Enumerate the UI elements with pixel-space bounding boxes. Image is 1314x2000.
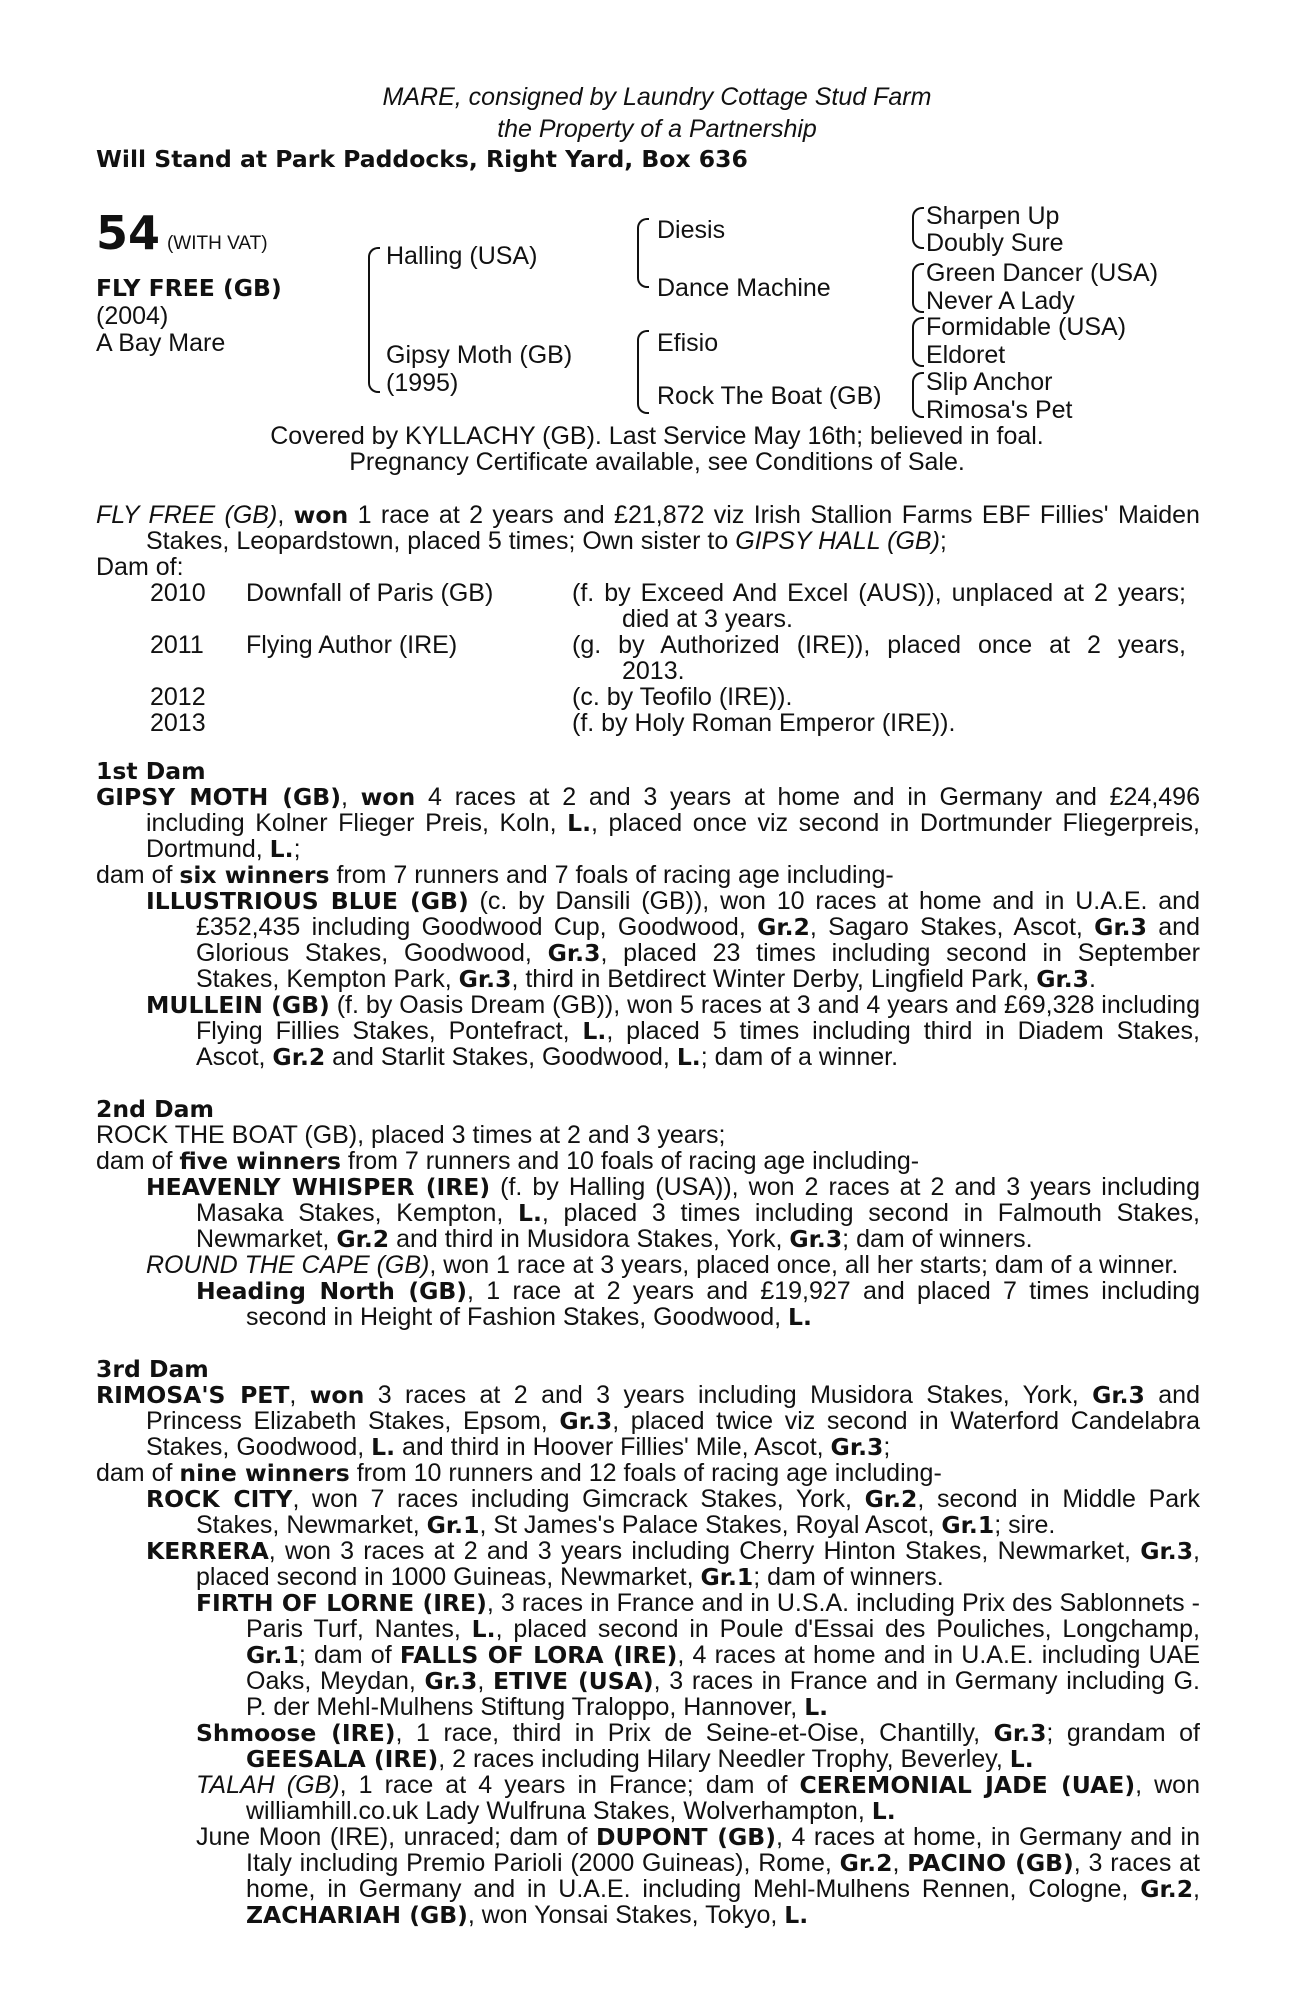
pedigree-bracket-4 xyxy=(912,372,924,418)
hw-t3: and third in Musidora Stakes, York, xyxy=(389,1225,790,1253)
fl-t3: ; dam of xyxy=(298,1641,400,1669)
fl-l2: L. xyxy=(804,1693,829,1721)
td-t4: and third in Hoover Fillies' Mile, Ascot, xyxy=(395,1433,831,1461)
jm-t5: , won Yonsai Stakes, Tokyo, xyxy=(467,1901,785,1929)
td-l1: L. xyxy=(371,1433,396,1461)
rc-t4: ; sire. xyxy=(994,1511,1056,1539)
second-dam-heading: 2nd Dam xyxy=(96,1095,214,1123)
hw-t4: ; dam of winners. xyxy=(842,1225,1033,1253)
pedigree-dsd: Eldoret xyxy=(926,341,1006,369)
shmoose-name: Shmoose (IRE) xyxy=(196,1719,396,1747)
mu-t4: ; dam of a winner. xyxy=(700,1043,899,1071)
produce-detail-2: (c. by Teofilo (IRE)). xyxy=(572,683,793,711)
rc-t2: , second in Middle Park Stakes, Newmarket, xyxy=(196,1485,1200,1539)
first-dam-t1: 4 races at 2 and 3 years at home and in Germany and £24,496 including Kolner Flieger Preis, Koln, xyxy=(146,783,1200,837)
pedigree-sds: Green Dancer (USA) xyxy=(926,259,1159,287)
produce-year-3: 2013 xyxy=(150,709,206,737)
td-t3: , placed twice viz second in Waterford Candelabra Stakes, Goodwood, xyxy=(146,1407,1200,1461)
hw-g1: Gr.2 xyxy=(336,1225,390,1253)
ib-g4: Gr.3 xyxy=(458,965,512,993)
property-line: the Property of a Partnership xyxy=(497,115,817,143)
lot-number: 54 xyxy=(96,206,161,260)
sh-t1: , 1 race, third in Prix de Seine-et-Oise, Chantilly, xyxy=(395,1719,994,1747)
fl-t5: , xyxy=(477,1667,493,1695)
td-g3: Gr.3 xyxy=(830,1433,884,1461)
round-the-cape-name: ROUND THE CAPE (GB) xyxy=(146,1251,430,1279)
produce-year-1: 2011 xyxy=(150,631,204,659)
rock-city-record xyxy=(96,1486,1200,1538)
jm-t1: , 4 races at home, in Germany and in Italy including Premio Parioli (2000 Guineas), Rome, xyxy=(246,1823,1201,1877)
pedigree-sire-dam: Dance Machine xyxy=(657,274,831,302)
location-line: Will Stand at Park Paddocks, Right Yard, Box 636 xyxy=(96,145,748,173)
ib-t2: , Sagaro Stakes, Ascot, xyxy=(809,913,1095,941)
heading-north-name: Heading North (GB) xyxy=(196,1277,468,1305)
tds-t2: from 10 runners and 12 foals of racing age including- xyxy=(349,1459,942,1487)
pedigree-dam: Gipsy Moth (GB) xyxy=(386,341,573,369)
produce-detail2-1: 2013. xyxy=(622,657,685,685)
produce-detail-1: (g. by Authorized (IRE)), placed once at 2 years, xyxy=(572,631,1186,659)
mu-g1: Gr.2 xyxy=(272,1043,326,1071)
td-g2: Gr.3 xyxy=(559,1407,613,1435)
ke-g1: Gr.3 xyxy=(1140,1537,1194,1565)
second-dam-summary xyxy=(96,1148,1200,1174)
jm-g1: Gr.2 xyxy=(839,1849,893,1877)
produce-year-0: 2010 xyxy=(150,579,206,607)
hw-t2: , placed 3 times including second in Falmouth Stakes, Newmarket, xyxy=(196,1199,1200,1253)
hn-l1: L. xyxy=(788,1303,812,1331)
mu-l1: L. xyxy=(582,1017,607,1045)
fl-t1: , 3 races in France and in U.S.A. including Prix des Sablonnets - Paris Turf, Nantes, xyxy=(246,1589,1200,1643)
ke-t2: , placed second in 1000 Guineas, Newmarket, xyxy=(196,1537,1200,1591)
mullein-name: MULLEIN (GB) xyxy=(146,991,330,1019)
pedigree-bracket-2 xyxy=(912,263,924,313)
sister-name: GIPSY HALL (GB) xyxy=(735,527,940,555)
ib-t5: , third in Betdirect Winter Derby, Lingfield Park, xyxy=(511,965,1037,993)
td-t2: and Princess Elizabeth Stakes, Epsom, xyxy=(146,1381,1200,1435)
dam-sections xyxy=(96,758,1200,1928)
mare-record: FLY FREE (GB), won 1 race at 2 years and £21,872 viz Irish Stallion Farms EBF Fillies' Maiden Stakes, Leopardstown, placed 5 times; Own sister to GIPSY HALL (GB); Dam of: xyxy=(96,501,1200,581)
first-dam-summary-t2: from 7 runners and 7 foals of racing age including- xyxy=(329,861,894,889)
rtc-t1: , won 1 race at 3 years, placed once, all her starts; dam of a winner. xyxy=(429,1251,1179,1279)
tds-t1: dam of xyxy=(96,1459,180,1487)
ib-t4: , placed 23 times including second in September Stakes, Kempton Park, xyxy=(196,939,1201,993)
ke-t1: , won 3 races at 2 and 3 years including Cherry Hinton Stakes, Newmarket, xyxy=(268,1537,1141,1565)
ib-t1: (c. by Dansili (GB)), won 10 races at home and in U.A.E. and £352,435 including Goodwood Cup, Goodwood, xyxy=(196,887,1200,941)
pedigree-dam-dam: Rock The Boat (GB) xyxy=(657,382,882,410)
first-dam-l1: L. xyxy=(567,809,592,837)
produce-detail2-0: died at 3 years. xyxy=(622,605,793,633)
td-g1: Gr.3 xyxy=(1092,1381,1145,1409)
talah-name: TALAH (GB) xyxy=(196,1771,340,1799)
dupont-name: DUPONT (GB) xyxy=(596,1823,776,1851)
sd-summary-t1: dam of xyxy=(96,1147,180,1175)
hn-t1: , 1 race at 2 years and £19,927 and placed 7 times including second in Height of Fashion Stakes, Goodwood, xyxy=(246,1277,1200,1331)
first-dam-heading: 1st Dam xyxy=(96,757,206,785)
ib-g2: Gr.3 xyxy=(1094,913,1147,941)
heavenly-whisper-record xyxy=(96,1174,1200,1252)
ta-l1: L. xyxy=(871,1797,896,1825)
td-t5: ; xyxy=(883,1433,891,1461)
produce-detail-0: (f. by Exceed And Excel (AUS)), unplaced at 2 years; xyxy=(572,579,1186,607)
ib-t6: . xyxy=(1089,965,1096,993)
pedigree-dss: Formidable (USA) xyxy=(926,313,1127,341)
jm-t0: June Moon (IRE), unraced; dam of xyxy=(196,1823,597,1851)
pedigree-bracket-1 xyxy=(912,207,924,249)
fl-t4: , 4 races at home and in U.A.E. including UAE Oaks, Meydan, xyxy=(246,1641,1200,1695)
covered-line: Covered by KYLLACHY (GB). Last Service May 16th; believed in foal. xyxy=(270,422,1044,450)
sh-g1: Gr.3 xyxy=(993,1719,1047,1747)
june-moon-record xyxy=(96,1824,1200,1928)
pedigree-dam-year: (1995) xyxy=(386,369,459,397)
rock-city-name: ROCK CITY xyxy=(146,1485,293,1513)
horse-name: FLY FREE (GB) xyxy=(96,274,282,302)
sh-l1: L. xyxy=(1009,1745,1034,1773)
fl-g1: Gr.1 xyxy=(246,1641,299,1669)
pedigree-bracket-3 xyxy=(912,317,924,367)
rc-g1: Gr.2 xyxy=(864,1485,918,1513)
jm-l1: L. xyxy=(784,1901,809,1929)
heavenly-whisper-name: HEAVENLY WHISPER (IRE) xyxy=(146,1173,491,1201)
sd-winners: five winners xyxy=(179,1147,341,1175)
fl-g2: Gr.3 xyxy=(424,1667,478,1695)
produce-name-1: Flying Author (IRE) xyxy=(246,631,458,659)
geesala-name: GEESALA (IRE) xyxy=(246,1745,439,1773)
kerrera-record xyxy=(96,1538,1200,1590)
ta-t1: , 1 race at 4 years in France; dam of xyxy=(339,1771,800,1799)
pregnancy-line: Pregnancy Certificate available, see Conditions of Sale. xyxy=(349,448,965,476)
pedigree-sire-sire: Diesis xyxy=(657,216,726,244)
first-dam-t2: , placed once viz second in Dortmunder Fliegerpreis, Dortmund, xyxy=(146,809,1200,863)
consignor-line: MARE, consigned by Laundry Cottage Stud Farm xyxy=(382,83,932,111)
pedigree-sss: Sharpen Up xyxy=(926,202,1060,230)
won-label: won xyxy=(293,501,349,529)
ceremonial-jade-name: CEREMONIAL JADE (UAE) xyxy=(799,1771,1136,1799)
hw-g2: Gr.3 xyxy=(789,1225,843,1253)
talah-record xyxy=(96,1772,1200,1824)
first-dam-t3: ; xyxy=(293,835,301,863)
zachariah-name: ZACHARIAH (GB) xyxy=(246,1901,468,1929)
hw-t1: (f. by Halling (USA)), won 2 races at 2 and 3 years including Masaka Stakes, Kempton, xyxy=(196,1173,1200,1227)
first-dam-won: won xyxy=(360,783,416,811)
third-dam-record: RIMOSA'S PET, won 3 races at 2 and 3 years including Musidora Stakes, York, Gr.3 and Princess Elizabeth Stakes, Epsom, Gr.3, placed twice viz second in Waterford Candelabra Stakes, Goodwood, L. and third in Hoover Fillies' Mile, Ascot, Gr.3; xyxy=(96,1381,1200,1461)
pedigree-ddd: Rimosa's Pet xyxy=(926,396,1073,424)
pedigree-dds: Slip Anchor xyxy=(926,368,1053,396)
jm-g2: Gr.2 xyxy=(1140,1875,1194,1903)
sd-summary-t2: from 7 runners and 10 foals of racing age including- xyxy=(340,1147,920,1175)
pedigree-ssd: Doubly Sure xyxy=(926,229,1064,257)
horse-year: (2004) xyxy=(96,302,169,330)
sh-t3: , 2 races including Hilary Needler Trophy, Beverley, xyxy=(438,1745,1010,1773)
pedigree-sdd: Never A Lady xyxy=(926,287,1075,315)
first-dam-l2: L. xyxy=(269,835,294,863)
jm-t3: , 3 races at home, in Germany and in U.A.E. including Mehl-Mulhens Rennen, Cologne, xyxy=(246,1849,1200,1903)
kerrera-name: KERRERA xyxy=(146,1537,269,1565)
third-dam-won: won xyxy=(309,1381,365,1409)
firth-of-lorne-name: FIRTH OF LORNE (IRE) xyxy=(196,1589,487,1617)
first-dam-record: GIPSY MOTH (GB), won 4 races at 2 and 3 years at home and in Germany and £24,496 including Kolner Flieger Preis, Koln, L., placed once viz second in Dortmunder Fliegerpreis, Dortmund, L.; xyxy=(96,783,1200,863)
ke-t3: ; dam of winners. xyxy=(753,1563,944,1591)
mare-record-end: ; xyxy=(939,527,947,555)
lot-number-block xyxy=(96,206,268,260)
dam-of-label: Dam of: xyxy=(96,553,184,581)
td-t1: 3 races at 2 and 3 years including Musidora Stakes, York, xyxy=(364,1381,1093,1409)
tds-winners: nine winners xyxy=(179,1459,350,1487)
hw-l1: L. xyxy=(517,1199,542,1227)
rc-g3: Gr.1 xyxy=(941,1511,995,1539)
third-dam-summary xyxy=(96,1460,1200,1486)
jm-t4: , xyxy=(1193,1875,1200,1903)
ib-g5: Gr.3 xyxy=(1036,965,1089,993)
mullein-record xyxy=(96,992,1200,1070)
produce-name-0: Downfall of Paris (GB) xyxy=(246,579,494,607)
illustrious-blue-record xyxy=(96,888,1200,992)
second-dam-record: ROCK THE BOAT (GB), placed 3 times at 2 and 3 years; xyxy=(96,1121,726,1149)
ib-t3: and Glorious Stakes, Goodwood, xyxy=(196,913,1200,967)
first-dam-summary-t1: dam of xyxy=(96,861,180,889)
sh-t2: ; grandam of xyxy=(1046,1719,1200,1747)
ta-t2: , won williamhill.co.uk Lady Wulfruna Stakes, Wolverhampton, xyxy=(246,1771,1200,1825)
falls-of-lora-name: FALLS OF LORA (IRE) xyxy=(399,1641,678,1669)
mu-t1: (f. by Oasis Dream (GB)), won 5 races at 3 and 4 years and £69,328 including Flying Fillies Stakes, Pontefract, xyxy=(196,991,1200,1045)
mare-name: FLY FREE (GB) xyxy=(96,501,278,529)
pedigree-bracket-dam xyxy=(637,330,649,414)
third-dam-heading: 3rd Dam xyxy=(96,1355,209,1383)
heading-north-record xyxy=(96,1278,1200,1330)
first-dam-summary xyxy=(96,862,1200,888)
pedigree-bracket-sire-dam xyxy=(368,247,380,393)
jm-t2: , xyxy=(892,1849,908,1877)
ib-g3: Gr.3 xyxy=(547,939,601,967)
rc-t1: , won 7 races including Gimcrack Stakes, York, xyxy=(292,1485,865,1513)
mu-l2: L. xyxy=(676,1043,701,1071)
etive-name: ETIVE (USA) xyxy=(492,1667,654,1695)
first-dam-name: GIPSY MOTH (GB) xyxy=(96,783,341,811)
rc-g2: Gr.1 xyxy=(426,1511,480,1539)
vat-note: (WITH VAT) xyxy=(166,233,268,254)
illustrious-blue-name: ILLUSTRIOUS BLUE (GB) xyxy=(146,887,469,915)
fl-t2: , placed second in Poule d'Essai des Pouliches, Longchamp, xyxy=(495,1615,1200,1643)
pacino-name: PACINO (GB) xyxy=(907,1849,1074,1877)
mu-t2: , placed 5 times including third in Diadem Stakes, Ascot, xyxy=(196,1017,1200,1071)
pedigree-sire: Halling (USA) xyxy=(386,242,538,270)
produce-detail-3: (f. by Holy Roman Emperor (IRE)). xyxy=(572,709,956,737)
ke-g2: Gr.1 xyxy=(700,1563,754,1591)
pedigree-bracket-sire xyxy=(637,218,649,288)
rc-t3: , St James's Palace Stakes, Royal Ascot, xyxy=(479,1511,942,1539)
shmoose-record xyxy=(96,1720,1200,1772)
ib-g1: Gr.2 xyxy=(757,913,810,941)
first-dam-winners: six winners xyxy=(179,861,330,889)
fl-l1: L. xyxy=(471,1615,496,1643)
firth-of-lorne-record xyxy=(96,1590,1200,1720)
pedigree-dam-sire: Efisio xyxy=(657,329,719,357)
produce-year-2: 2012 xyxy=(150,683,206,711)
fl-t6: , 3 races in France and in Germany including G. P. der Mehl-Mulhens Stiftung Traloppo, Hannover, xyxy=(246,1667,1200,1721)
horse-description: A Bay Mare xyxy=(96,329,226,357)
third-dam-name: RIMOSA'S PET xyxy=(96,1381,290,1409)
round-the-cape-record xyxy=(96,1252,1200,1278)
mu-t3: and Starlit Stakes, Goodwood, xyxy=(325,1043,677,1071)
mare-record-text: 1 race at 2 years and £21,872 viz Irish Stallion Farms EBF Fillies' Maiden Stakes, Leopardstown, placed 5 times; Own sister to xyxy=(146,501,1200,555)
